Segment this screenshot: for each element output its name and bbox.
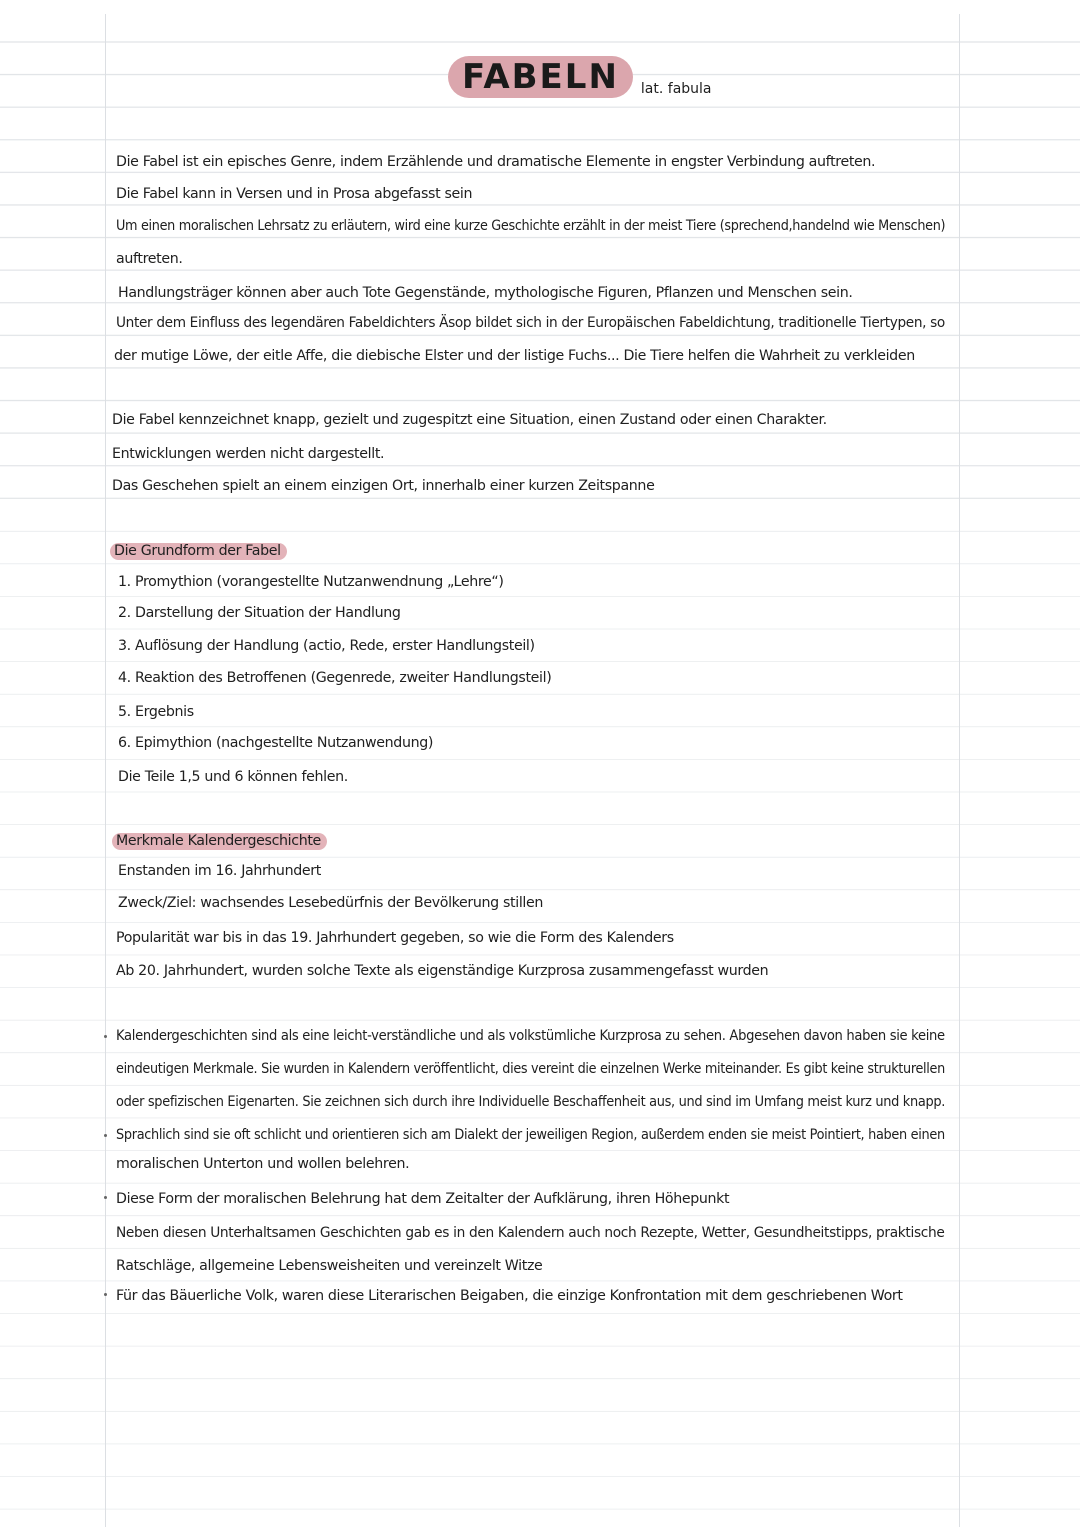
detail-line-4: Sprachlich sind sie oft schlicht und orientieren sich am Dialekt der jeweiligen Region, außerdem enden sie meist Pointiert, haben einen xyxy=(116,1127,945,1143)
intro-line-3: Um einen moralischen Lehrsatz zu erläutern, wird eine kurze Geschichte erzählt in der meist Tiere (sprechend,handelnd wie Menschen) xyxy=(116,218,946,234)
kalender-item-1: Enstanden im 16. Jahrhundert xyxy=(118,863,321,879)
right-margin-line xyxy=(959,14,960,1527)
detail-line-8: Ratschläge, allgemeine Lebensweisheiten und vereinzelt Witze xyxy=(116,1258,543,1274)
grundform-heading: Die Grundform der Fabel xyxy=(110,543,287,560)
characteristic-line-1: Die Fabel kennzeichnet knapp, gezielt und zugespitzt eine Situation, einen Zustand oder einen Charakter. xyxy=(112,412,827,428)
detail-line-3: oder spefizischen Eigenarten. Sie zeichnen sich durch ihre Individuelle Beschaffenheit aus, und sind im Umfang meist kurz und knapp. xyxy=(116,1094,946,1110)
bullet-marker xyxy=(104,1134,107,1137)
intro-line-1: Die Fabel ist ein episches Genre, indem Erzählende und dramatische Elemente in engster Verbindung auftreten. xyxy=(116,154,876,170)
intro-line-6: Unter dem Einfluss des legendären Fabeldichters Äsop bildet sich in der Europäischen Fabeldichtung, traditionelle Tiertypen, so xyxy=(116,315,945,331)
kalender-item-3: Popularität war bis in das 19. Jahrhundert gegeben, so wie die Form des Kalenders xyxy=(116,930,674,946)
grundform-note: Die Teile 1,5 und 6 können fehlen. xyxy=(118,769,348,785)
bullet-marker xyxy=(104,1196,107,1199)
grundform-item-2: 2. Darstellung der Situation der Handlung xyxy=(118,605,401,621)
page-subtitle: lat. fabula xyxy=(640,81,712,97)
kalender-item-4: Ab 20. Jahrhundert, wurden solche Texte als eigenständige Kurzprosa zusammengefasst wurden xyxy=(116,963,769,979)
bullet-marker xyxy=(104,1035,107,1038)
grundform-item-6: 6. Epimythion (nachgestellte Nutzanwendung) xyxy=(118,735,434,751)
title-block xyxy=(448,56,712,98)
grundform-item-1: 1. Promythion (vorangestellte Nutzanwendnung „Lehre“) xyxy=(118,574,504,590)
characteristic-line-3: Das Geschehen spielt an einem einzigen Ort, innerhalb einer kurzen Zeitspanne xyxy=(112,478,655,494)
bullet-marker xyxy=(104,1293,107,1296)
characteristic-line-2: Entwicklungen werden nicht dargestellt. xyxy=(112,446,385,462)
page-title: FABELN xyxy=(448,56,633,98)
grundform-item-4: 4. Reaktion des Betroffenen (Gegenrede, zweiter Handlungsteil) xyxy=(118,670,552,686)
grundform-item-5: 5. Ergebnis xyxy=(118,704,194,720)
kalender-heading: Merkmale Kalendergeschichte xyxy=(112,833,327,850)
detail-line-7: Neben diesen Unterhaltsamen Geschichten gab es in den Kalendern auch noch Rezepte, Wetter, Gesundheitstipps, praktische xyxy=(116,1225,945,1241)
detail-line-1: Kalendergeschichten sind als eine leicht-verständliche und als volkstümliche Kurzprosa zu sehen. Abgesehen davon haben sie keine xyxy=(116,1028,945,1044)
intro-line-5: Handlungsträger können aber auch Tote Gegenstände, mythologische Figuren, Pflanzen und Menschen sein. xyxy=(118,285,853,301)
detail-line-2: eindeutigen Merkmale. Sie wurden in Kalendern veröffentlicht, dies vereint die einzelnen Werke miteinander. Es gibt keine strukturellen xyxy=(116,1061,945,1077)
kalender-item-2: Zweck/Ziel: wachsendes Lesebedürfnis der Bevölkerung stillen xyxy=(118,895,544,911)
detail-line-5: moralischen Unterton und wollen belehren. xyxy=(116,1156,410,1172)
detail-line-9: Für das Bäuerliche Volk, waren diese Literarischen Beigaben, die einzige Konfrontation mit dem geschriebenen Wort xyxy=(116,1288,903,1304)
grundform-item-3: 3. Auflösung der Handlung (actio, Rede, erster Handlungsteil) xyxy=(118,638,535,654)
left-margin-line xyxy=(105,14,106,1527)
detail-line-6: Diese Form der moralischen Belehrung hat dem Zeitalter der Aufklärung, ihren Höhepunkt xyxy=(116,1191,730,1207)
intro-line-7: der mutige Löwe, der eitle Affe, die diebische Elster und der listige Fuchs... Die Tiere helfen die Wahrheit zu verkleiden xyxy=(114,348,915,364)
intro-line-2: Die Fabel kann in Versen und in Prosa abgefasst sein xyxy=(116,186,473,202)
intro-line-4: auftreten. xyxy=(116,251,183,267)
